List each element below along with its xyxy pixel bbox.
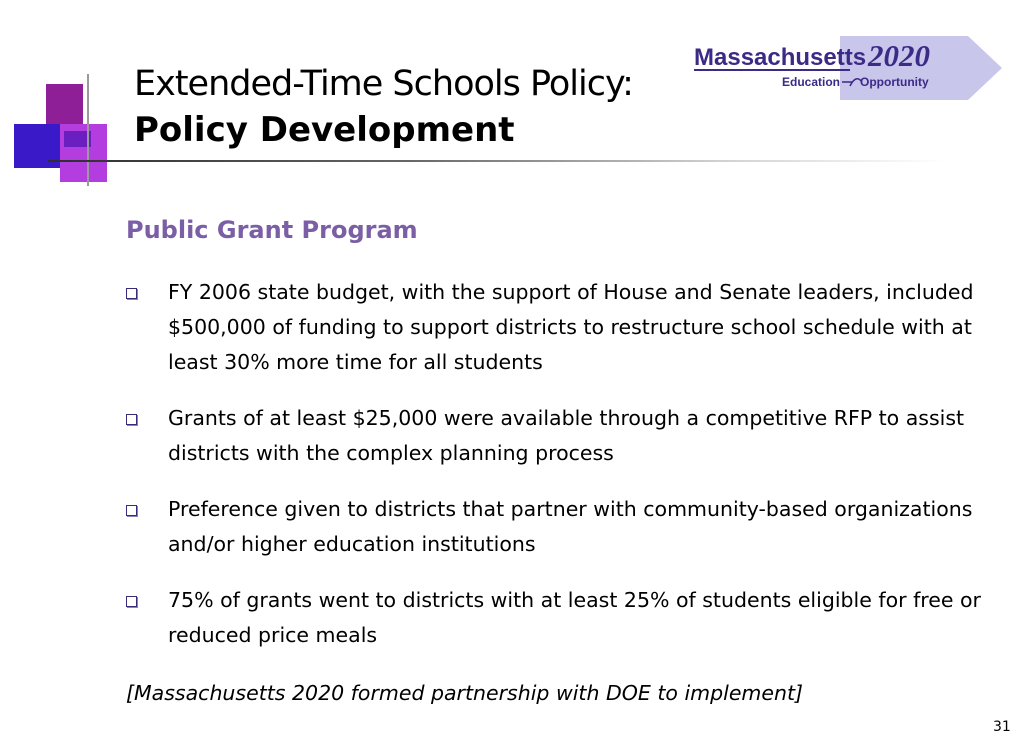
- bullet-item: [126, 492, 986, 562]
- logo-tagline-right: Opportunity: [860, 75, 929, 89]
- bullet-text: Grants of at least $25,000 were available through a competitive RFP to assist districts with the complex planning process: [168, 406, 965, 465]
- massachusetts-2020-logo: [690, 32, 1004, 102]
- hollow-square-bullet-icon: [126, 596, 137, 607]
- bullet-item: [126, 401, 986, 471]
- hollow-square-bullet-icon: [126, 505, 137, 516]
- section-heading: Public Grant Program: [126, 216, 418, 244]
- bullet-text: Preference given to districts that partner with community-based organizations and/or higher education institutions: [168, 497, 973, 556]
- hollow-square-bullet-icon: [126, 414, 137, 425]
- bullet-item: [126, 583, 986, 653]
- slide-title-line1: Extended-Time Schools Policy:: [134, 64, 633, 104]
- logo-year: 2020: [868, 38, 930, 73]
- title-underline: [48, 160, 948, 162]
- logo-name: Massachusetts: [694, 44, 867, 71]
- decor-vertical-line: [87, 74, 89, 186]
- bullet-text: 75% of grants went to districts with at least 25% of students eligible for free or reduced price meals: [168, 588, 981, 647]
- implementation-note: [Massachusetts 2020 formed partnership with DOE to implement]: [126, 681, 804, 705]
- hollow-square-bullet-icon: [126, 288, 137, 299]
- bullet-text: FY 2006 state budget, with the support of House and Senate leaders, included $500,000 of funding to support districts to restructure school schedule with at least 30% more time for all students: [168, 280, 974, 374]
- bullet-list: [126, 275, 986, 674]
- logo-tagline-left: Education: [782, 75, 841, 89]
- bullet-item: [126, 275, 986, 380]
- page-number: 31: [993, 719, 1011, 735]
- slide-title-line2: Policy Development: [134, 110, 515, 150]
